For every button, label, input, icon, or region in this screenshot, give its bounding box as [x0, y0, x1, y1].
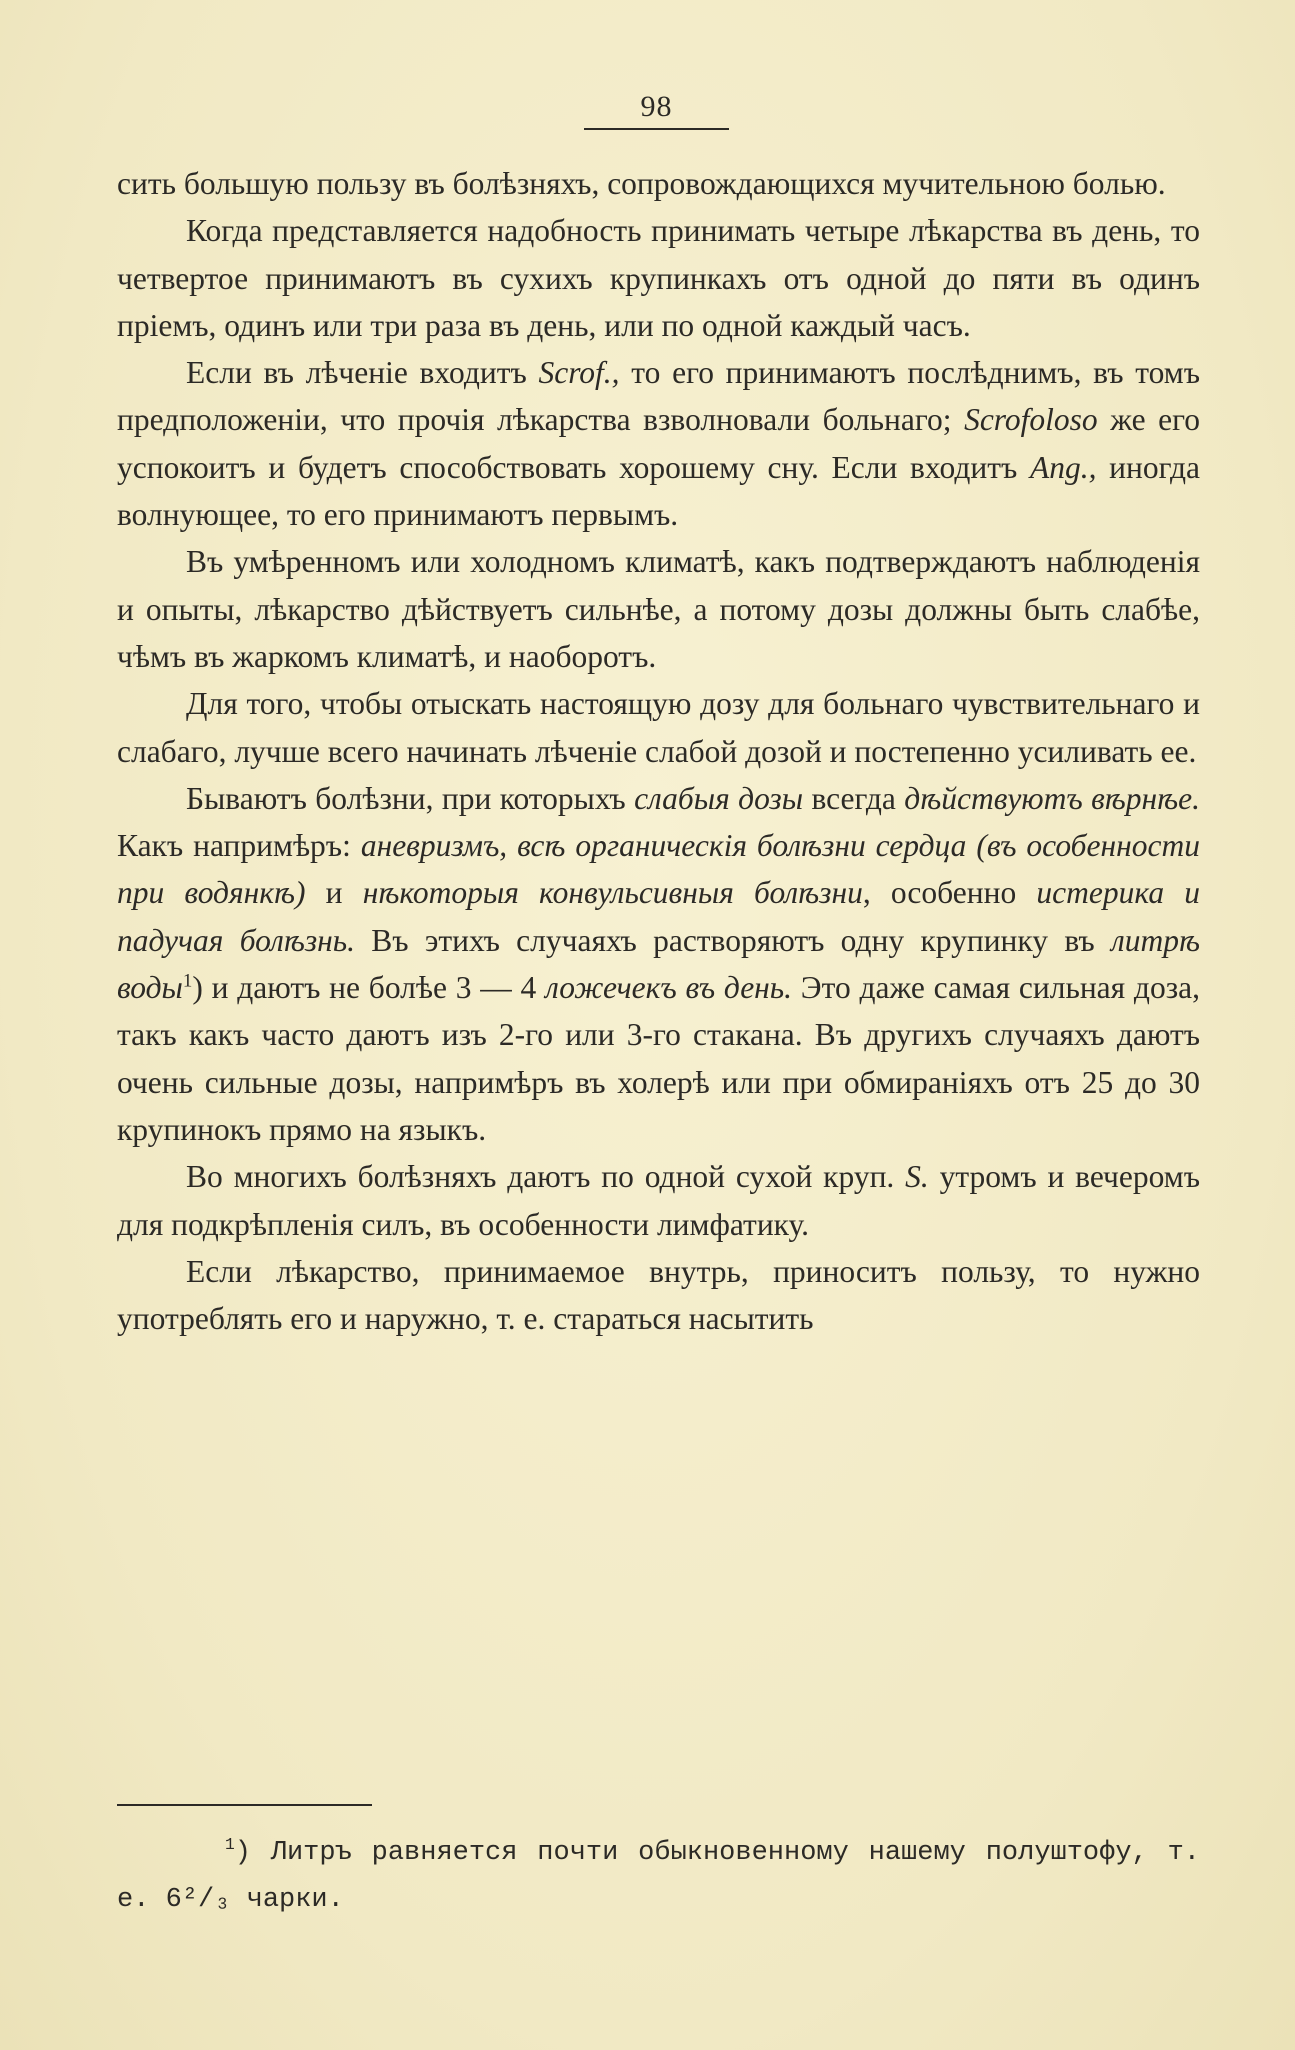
remedy-name-scrofoloso: Scrofoloso: [964, 402, 1098, 438]
page-number: 98: [640, 90, 673, 123]
remedy-name-ang: Ang.,: [1029, 449, 1097, 485]
paragraph-weak-doses: [117, 775, 1200, 1153]
paragraph-continued: сить большую пользу въ болѣзняхъ, сопровождающихся мучительною болью.: [117, 166, 1166, 201]
emphasis: слабыя дозы: [634, 780, 804, 816]
paragraph-external-use: Если лѣкарство, принимаемое внутрь, приноситъ пользу, то нужно употреблять его и наружно, т. е. стараться насытить: [117, 1253, 1200, 1337]
text-run: и: [305, 875, 363, 911]
text-run: Это даже самая сильная доза, такъ какъ часто даютъ изъ 2-го или 3-го стакана. Въ другихъ случаяхъ даютъ очень сильные дозы, напримѣръ въ холерѣ или при обмираніяхъ отъ 25 до 30 крупинокъ прямо на языкъ.: [117, 970, 1200, 1147]
text-run: Во многихъ болѣзняхъ даютъ по одной сухой круп.: [186, 1159, 906, 1195]
emphasis: истерика и падучая болѣзнь.: [117, 875, 1201, 958]
remedy-name-s: S.: [905, 1159, 929, 1195]
remedy-name-scrof: Scrof.,: [538, 355, 620, 391]
body-text: [117, 160, 1200, 1342]
emphasis: литрѣ воды: [117, 922, 1201, 1006]
page-number-rule: [584, 128, 729, 130]
emphasis: аневризмъ, всѣ органическія болѣзни сердца (въ особенности при водянкѣ): [117, 828, 1200, 911]
paragraph-four-medicines: Когда представляется надобность принимать четыре лѣкарства въ день, то четвертое принимаютъ въ сухихъ крупинкахъ отъ одной до пяти въ одинъ пріемъ, одинъ или три раза въ день, или по одной каждый часъ.: [117, 213, 1200, 343]
emphasis: ложечекъ въ день.: [545, 970, 793, 1006]
text-run: Если въ лѣченіе входитъ: [186, 355, 539, 391]
text-run: Какъ напримѣръ:: [117, 828, 361, 864]
text-run: же его успокоитъ и будетъ способствовать хорошему сну. Если входитъ: [117, 402, 1200, 485]
text-run: всегда: [803, 780, 905, 816]
emphasis: нѣкоторыя конвульсивныя болѣзни: [362, 875, 863, 911]
footnote-rule: [117, 1804, 372, 1806]
text-run: то его принимаютъ послѣднимъ, въ томъ предположеніи, что прочія лѣкарства взволновали больнаго;: [117, 355, 1200, 438]
paragraph-scrof: [117, 349, 1200, 538]
emphasis: дѣйствуютъ вѣрнѣе.: [904, 780, 1201, 816]
paragraph-dry-pellet: [117, 1153, 1200, 1248]
text-run: иногда волнующее, то его принимаютъ первымъ.: [117, 449, 1201, 533]
text-run: ) и даютъ не болѣе 3 — 4: [192, 970, 546, 1006]
paragraph-dose: Для того, чтобы отыскать настоящую дозу для больнаго чувствительнаго и слабаго, лучше всего начинать лѣченіе слабой дозой и постепенно усиливать ее.: [117, 686, 1200, 769]
footnote-text: ) Литръ равняется почти обыкновенному нашему полуштофу, т. е. 6²/₃ чарки.: [117, 1838, 1200, 1915]
footnote: [117, 1830, 1200, 1924]
paragraph-climate: Въ умѣренномъ или холодномъ климатѣ, какъ подтверждаютъ наблюденія и опыты, лѣкарство дѣйствуетъ сильнѣе, а потому дозы должны быть слабѣе, чѣмъ въ жаркомъ климатѣ, и наоборотъ.: [117, 544, 1200, 674]
text-run: Бываютъ болѣзни, при которыхъ: [186, 780, 635, 816]
text-run: утромъ и вечеромъ для подкрѣпленія силъ, въ особенности лимфатику.: [117, 1159, 1200, 1242]
footnote-reference: 1: [182, 970, 193, 992]
text-run: , особенно: [862, 875, 1037, 911]
footnote-mark: 1: [225, 1836, 235, 1854]
text-run: Въ этихъ случаяхъ растворяютъ одну крупинку въ: [355, 922, 1112, 958]
